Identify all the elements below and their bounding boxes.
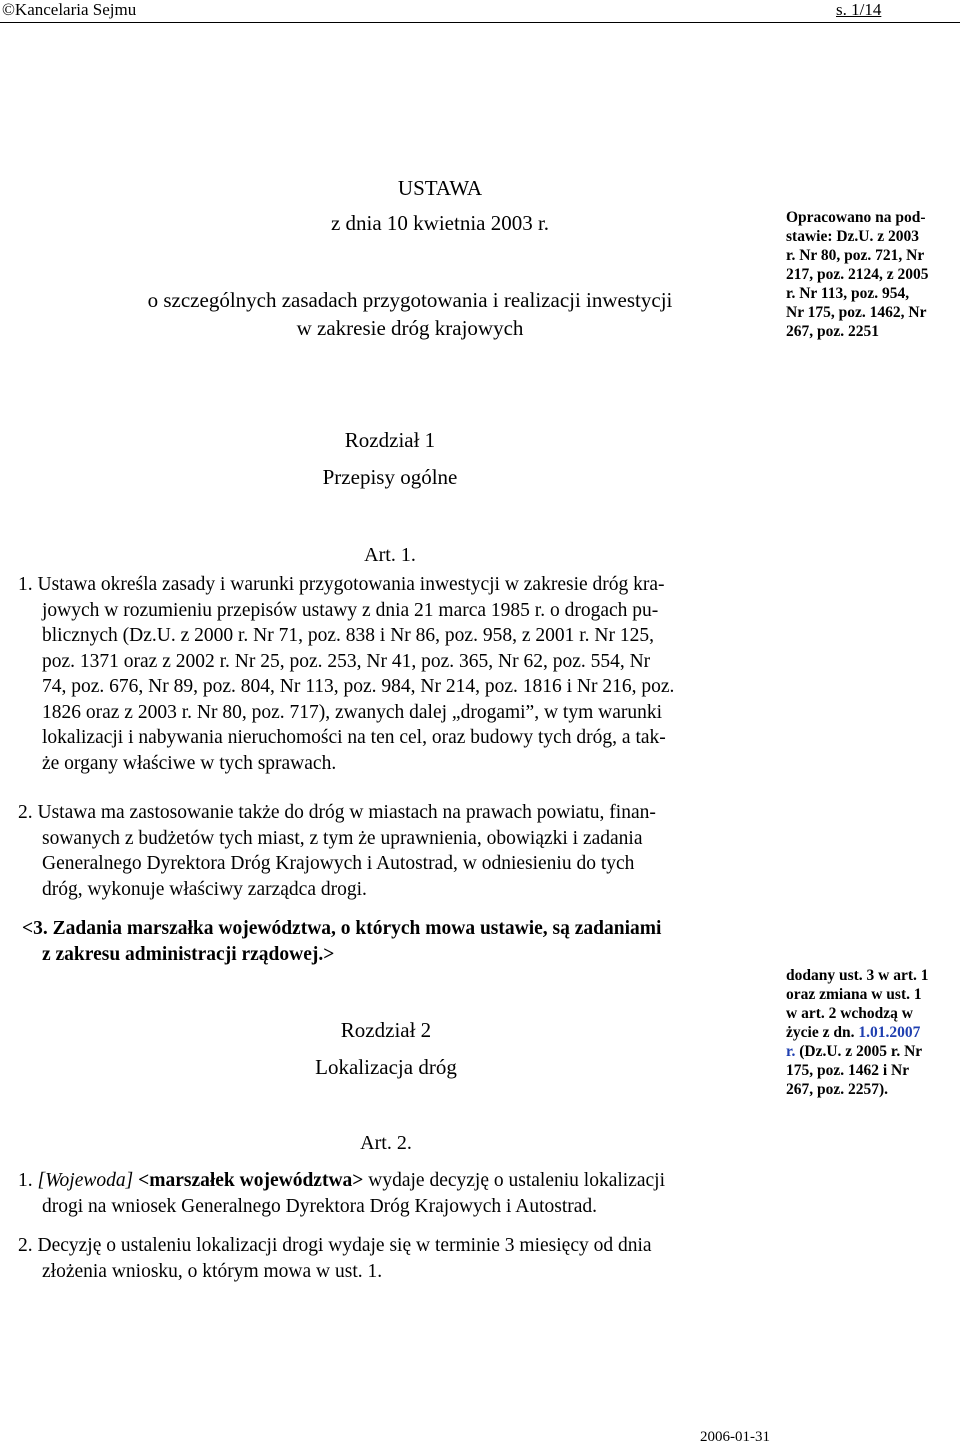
act-subject-line-1: o szczególnych zasadach przygotowania i realizacji inwestycji (147, 288, 673, 312)
text-line: Generalnego Dyrektora Dróg Krajowych i Autostrad, w odniesieniu do tych (42, 853, 635, 874)
effective-date-link-cont[interactable]: r. (786, 1043, 796, 1060)
amendment-note-text: życie z dn. (786, 1024, 859, 1041)
header-page-number[interactable]: s. 1/14 (836, 0, 882, 19)
text-line: drogi na wniosek Generalnego Dyrektora Dróg Krajowych i Autostrad. (42, 1195, 598, 1217)
chapter-1-title: Przepisy ogólne (322, 465, 458, 489)
text-line: że organy właściwe w tych sprawach. (42, 752, 337, 774)
repealed-text: [Wojewoda] (37, 1170, 134, 1191)
paragraph-number: 1. (18, 1170, 38, 1191)
text-line: 2. Decyzję o ustaleniu lokalizacji drogi wydaje się w terminie 3 miesięcy od dnia (18, 1235, 652, 1256)
text-line: złożenia wniosku, o którym mowa w ust. 1. (42, 1260, 383, 1282)
text-line: sowanych z budżetów tych miast, z tym że uprawnienia, obowiązki i zadania (42, 827, 643, 849)
chapter-2-label: Rozdział 2 (340, 1018, 432, 1042)
header-divider (0, 22, 960, 23)
text-line: 74, poz. 676, Nr 89, poz. 804, Nr 113, poz. 984, Nr 214, poz. 1816 i Nr 216, poz. (42, 676, 675, 697)
source-note-line: Opracowano na pod- (786, 209, 926, 226)
source-note (786, 208, 958, 341)
text-line: dróg, wykonuje właściwy zarządca drogi. (42, 878, 367, 900)
amendment-note-line: 175, poz. 1462 i Nr (786, 1062, 910, 1079)
amendment-note-line (786, 1042, 958, 1061)
chapter-2-title: Lokalizacja dróg (315, 1055, 457, 1079)
text-line: <3. Zadania marszałka województwa, o których mowa ustawie, są zadaniami (22, 918, 662, 939)
art-1-paragraph-2 (18, 800, 774, 902)
act-type: USTAWA (397, 176, 483, 200)
amendment-note-line: 267, poz. 2257). (786, 1081, 889, 1098)
header-source: ©Kancelaria Sejmu (2, 0, 137, 19)
source-note-line: 267, poz. 2251 (786, 323, 879, 340)
source-note-line: 217, poz. 2124, z 2005 (786, 266, 929, 283)
source-note-line: Nr 175, poz. 1462, Nr (786, 304, 927, 321)
text-line: lokalizacji i nabywania nieruchomości na ten cel, oraz budowy tych dróg, a tak- (42, 727, 666, 748)
paragraph-text: wydaje decyzję o ustaleniu lokalizacji (363, 1170, 665, 1191)
amendment-note-line: oraz zmiana w ust. 1 (786, 986, 922, 1003)
act-subject-line-2: w zakresie dróg krajowych (296, 316, 524, 340)
source-note-line: stawie: Dz.U. z 2003 (786, 228, 920, 245)
chapter-1-label: Rozdział 1 (344, 428, 436, 452)
amendment-note-line: w art. 2 wchodzą w (786, 1005, 913, 1022)
effective-date-link[interactable]: 1.01.2007 (858, 1024, 921, 1041)
art-2-paragraph-2 (18, 1233, 778, 1284)
footer-date: 2006-01-31 (700, 1429, 770, 1445)
amendment-note-text: (Dz.U. z 2005 r. Nr (795, 1043, 923, 1060)
art-1-paragraph-3-amendment (22, 916, 778, 967)
amendment-note-line (786, 1023, 958, 1042)
text-line: 2. Ustawa ma zastosowanie także do dróg w miastach na prawach powiatu, finan- (18, 802, 656, 823)
amendment-note-line: dodany ust. 3 w art. 1 (786, 967, 929, 984)
act-date: z dnia 10 kwietnia 2003 r. (330, 211, 550, 235)
text-line: blicznych (Dz.U. z 2000 r. Nr 71, poz. 838 i Nr 86, poz. 958, z 2001 r. Nr 125, (42, 625, 654, 646)
text-line: z zakresu administracji rządowej.> (42, 943, 335, 965)
text-line: 1. Ustawa określa zasady i warunki przygotowania inwestycji w zakresie dróg kra- (18, 574, 665, 595)
text-line: jowych w rozumieniu przepisów ustawy z dnia 21 marca 1985 r. o drogach pu- (42, 599, 659, 621)
source-note-line: r. Nr 113, poz. 954, (786, 285, 910, 302)
amended-text: <marszałek województwa> (138, 1170, 364, 1191)
art-1-heading: Art. 1. (364, 544, 416, 566)
text-line: 1826 oraz z 2003 r. Nr 80, poz. 717), zwanych dalej „drogami”, w tym warunki (42, 701, 663, 723)
text-line: poz. 1371 oraz z 2002 r. Nr 25, poz. 253, Nr 41, poz. 365, Nr 62, poz. 554, Nr (42, 650, 651, 672)
source-note-line: r. Nr 80, poz. 721, Nr (786, 247, 925, 264)
text-line (18, 1168, 778, 1194)
art-2-heading: Art. 2. (360, 1132, 412, 1154)
art-1-paragraph-1 (18, 572, 774, 776)
art-2-paragraph-1 (18, 1168, 778, 1219)
amendment-note (786, 966, 958, 1099)
